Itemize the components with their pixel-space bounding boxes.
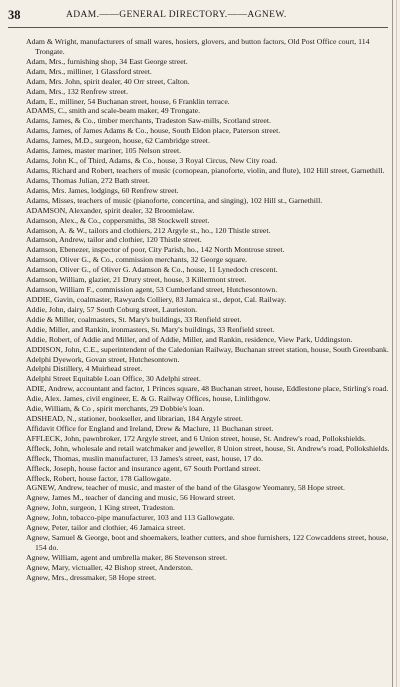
directory-entry: Adamson, Oliver G., & Co., commission merchants, 32 George square. <box>26 255 248 265</box>
directory-entry: Adamson, Oliver G., of Oliver G. Adamson & Co., house, 11 Lynedoch crescent. <box>26 265 278 275</box>
header-rule <box>8 27 388 28</box>
page-edge-rule-outer <box>396 0 397 687</box>
directory-entry: Adams, James, M.D., surgeon, house, 62 Cambridge street. <box>26 136 210 146</box>
directory-entry: ADSHEAD, N., stationer, bookseller, and librarian, 184 Argyle street. <box>26 414 243 424</box>
directory-entry: Agnew, John, surgeon, 1 King street, Tradeston. <box>26 503 175 513</box>
directory-entry: Adam, Mrs., furnishing shop, 34 East George street. <box>26 56 188 66</box>
directory-entry: ADAMS, C., smith and scale-beam maker, 49 Trongate. <box>26 106 201 116</box>
directory-entry: Affidavit Office for England and Ireland, Drew & Maclure, 11 Buchanan street. <box>26 423 274 433</box>
directory-entry: ADDIE, Gavin, coalmaster, Rawyards Colliery, 83 Jamaica st., depot, Cal. Railway. <box>26 294 287 304</box>
directory-entry: Adie, Alex. James, civil engineer, E. & G. Railway Offices, house, Linlithgow. <box>26 394 271 404</box>
directory-entry: Affleck, Joseph, house factor and insurance agent, 67 South Portland street. <box>26 463 261 473</box>
directory-entry: Adams, Richard and Robert, teachers of music (cornopean, pianoforte, violin, and flute), 102 Hill street, Garnethill. <box>26 165 385 175</box>
directory-entry: ADDISON, John, C.E., superintendent of the Caledonian Railway, Buchanan street station, house, South Greenbank. <box>26 344 389 354</box>
directory-entry: Adams, James, of James Adams & Co., house, South Eldon place, Paterson street. <box>26 126 281 136</box>
page-header <box>8 8 384 24</box>
directory-entry: Adams, John K., of Third, Adams, & Co., house, 3 Royal Circus, New City road. <box>26 156 278 166</box>
directory-entry: Adelphi Street Equitable Loan Office, 30 Adelphi street. <box>26 374 201 384</box>
directory-entry: Agnew, Samuel & George, boot and shoemakers, leather cutters, and shoe furnishers, 122 Cowcaddens street, house, 154 do. <box>26 533 389 553</box>
directory-entry: Adams, James, master mariner, 105 Nelson street. <box>26 146 182 156</box>
directory-entry: Adams, James, & Co., timber merchants, Tradeston Saw-mills, Scotland street. <box>26 116 271 126</box>
directory-entry: Adelphi Distillery, 4 Muirhead street. <box>26 364 143 374</box>
directory-entry: Affleck, John, wholesale and retail watchmaker and jeweller, 8 Union street, house, St. Andrew's road, Pollokshields. <box>26 443 390 453</box>
directory-entry: Adie, William, & Co , spirit merchants, 29 Dobbie's loan. <box>26 404 205 414</box>
directory-entry: Agnew, John, tobacco-pipe manufacturer, 103 and 113 Gallowgate. <box>26 513 235 523</box>
directory-entry: Adelphi Dyework, Govan street, Hutchesontown. <box>26 354 180 364</box>
directory-entry: Addie, John, dairy, 57 South Coburg street, Laurieston. <box>26 304 198 314</box>
directory-entries <box>26 37 390 681</box>
directory-entry: Adamson, Ebenezer, inspector of poor, City Parish, ho., 142 North Montrose street. <box>26 245 285 255</box>
directory-entry: Addie, Miller, and Rankin, ironmasters, St. Mary's buildings, 33 Renfield street. <box>26 324 275 334</box>
directory-entry: Agnew, Mary, victualler, 42 Bishop street, Anderston. <box>26 562 193 572</box>
page-number: 38 <box>8 8 21 22</box>
directory-entry: Adams, Mrs. James, lodgings, 60 Renfrew street. <box>26 185 179 195</box>
directory-entry: ADAMSON, Alexander, spirit dealer, 32 Broomielaw. <box>26 205 195 215</box>
directory-entry: Addie, Robert, of Addie and Miller, and of Addie, Miller, and Rankin, residence, View Park, Uddingston. <box>26 334 353 344</box>
directory-entry: Affleck, Robert, house factor, 178 Gallowgate. <box>26 473 172 483</box>
directory-entry: Adam, Mrs., 132 Renfrew street. <box>26 86 129 96</box>
directory-entry: Adamson, A. & W., tailors and clothiers, 212 Argyle st., ho., 120 Thistle street. <box>26 225 271 235</box>
directory-entry: Agnew, Peter, tailor and clothier, 46 Jamaica street. <box>26 523 186 533</box>
directory-entry: Adam, Mrs. John, spirit dealer, 40 Orr street, Calton. <box>26 76 190 86</box>
directory-entry: Agnew, Mrs., dressmaker, 58 Hope street. <box>26 572 157 582</box>
directory-entry: Affleck, Thomas, muslin manufacturer, 13 James's street, east, house, 17 do. <box>26 453 263 463</box>
directory-entry: AGNEW, Andrew, teacher of music, and master of the band of the Glasgow Yeomanry, 58 Hope street. <box>26 483 345 493</box>
directory-entry: Adamson, William F., commission agent, 53 Cumberland street, Hutchesontown. <box>26 285 278 295</box>
directory-entry: Adamson, Alex., & Co., coppersmiths, 38 Stockwell street. <box>26 215 210 225</box>
directory-entry: Adamson, Andrew, tailor and clothier, 120 Thistle street. <box>26 235 202 245</box>
directory-entry: Adam, E., milliner, 54 Buchanan street, house, 6 Franklin terrace. <box>26 96 230 106</box>
directory-entry: Adam, Mrs., milliner, 1 Glassford street. <box>26 66 152 76</box>
page-edge-rule <box>392 0 393 687</box>
running-title: ADAM.——GENERAL DIRECTORY.——AGNEW. <box>66 10 287 20</box>
directory-entry: Addie & Miller, coalmasters, St. Mary's buildings, 33 Renfield street. <box>26 314 242 324</box>
directory-entry: AFFLECK, John, pawnbroker, 172 Argyle street, and 6 Union street, house, St. Andrew's road, Pollokshields. <box>26 433 366 443</box>
directory-entry: Adams, Misses, teachers of music (pianoforte, concertina, and singing), 102 Hill st., Garnethill. <box>26 195 323 205</box>
directory-entry: Agnew, James M., teacher of dancing and music, 56 Howard street. <box>26 493 236 503</box>
directory-entry: Adamson, William, glazier, 21 Drury street, house, 3 Killermont street. <box>26 275 247 285</box>
directory-entry: ADIE, Andrew, accountant and factor, 1 Princes square, 48 Buchanan street, house, Eddlestone place, Stirling's road. <box>26 384 389 394</box>
directory-entry: Adam & Wright, manufacturers of small wares, hosiers, glovers, and button factors, Old Post Office court, 114 Trongate. <box>26 37 370 56</box>
directory-entry: Agnew, William, agent and umbrella maker, 86 Stevenson street. <box>26 552 228 562</box>
directory-entry: Adams, Thomas Julian, 272 Bath street. <box>26 175 150 185</box>
